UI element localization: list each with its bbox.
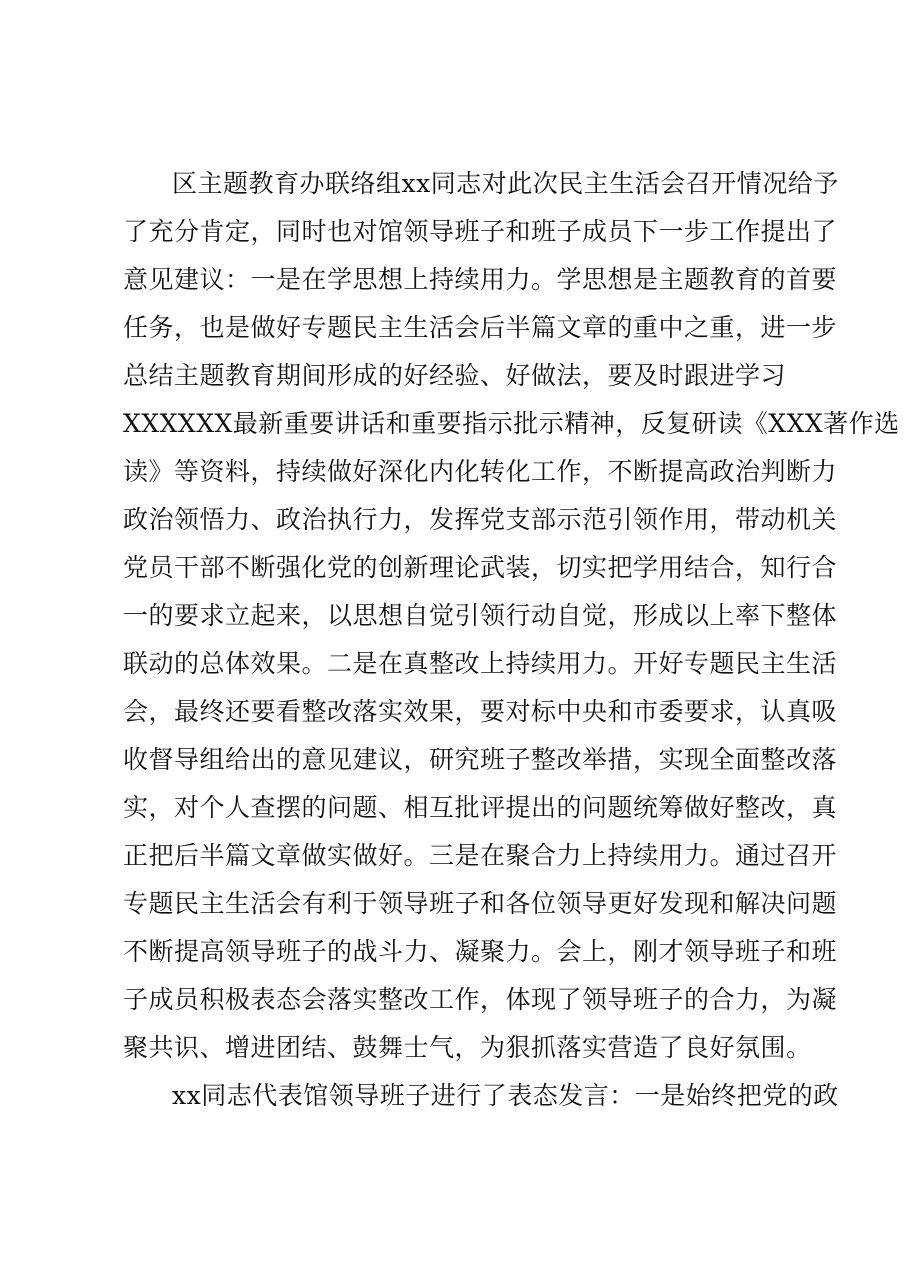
paragraph-1-line-12: 会，最终还要看整改落实效果，要对标中央和市委要求，认真吸 [123,697,838,726]
paragraph-1-line-9: 党员干部不断强化党的创新理论武装，切实把学用结合，知行合 [123,553,838,582]
paragraph-1-line-16: 专题民主生活会有利于领导班子和各位领导更好发现和解决问题 [123,889,838,918]
paragraph-1-line-1: 区主题教育办联络组xx同志对此次民主生活会召开情况给予 [172,169,839,198]
paragraph-1-line-5: 总结主题教育期间形成的好经验、好做法，要及时跟进学习 [123,361,787,390]
paragraph-1-line-4: 任务，也是做好专题民主生活会后半篇文章的重中之重，进一步 [123,313,838,342]
paragraph-1-line-15: 正把后半篇文章做实做好。三是在聚合力上持续用力。通过召开 [123,841,838,870]
paragraph-1-line-17: 不断提高领导班子的战斗力、凝聚力。会上，刚才领导班子和班 [123,937,838,966]
paragraph-1-line-7: 读》等资料，持续做好深化内化转化工作，不断提高政治判断力 [123,457,838,486]
paragraph-1-line-13: 收督导组给出的意见建议，研究班子整改举措，实现全面整改落 [123,745,838,774]
paragraph-1-line-18: 子成员积极表态会落实整改工作，体现了领导班子的合力，为凝 [123,985,838,1014]
paragraph-1-line-14: 实，对个人查摆的问题、相互批评提出的问题统筹做好整改，真 [123,793,838,822]
paragraph-1-line-8: 政治领悟力、政治执行力，发挥党支部示范引领作用，带动机关 [123,505,838,534]
paragraph-1-line-6: XXXXXX最新重要讲话和重要指示批示精神，反复研读《XXX著作选 [123,409,900,438]
paragraph-1-line-3: 意见建议：一是在学思想上持续用力。学思想是主题教育的首要 [123,265,838,294]
paragraph-2-line-1: xx同志代表馆领导班子进行了表态发言：一是始终把党的政 [172,1081,839,1110]
paragraph-1-line-10: 一的要求立起来，以思想自觉引领行动自觉，形成以上率下整体 [123,601,838,630]
paragraph-1-line-2: 了充分肯定，同时也对馆领导班子和班子成员下一步工作提出了 [123,217,838,246]
paragraph-1-line-11: 联动的总体效果。二是在真整改上持续用力。开好专题民主生活 [123,649,838,678]
paragraph-1-line-19: 聚共识、增进团结、鼓舞士气，为狠抓落实营造了良好氛围。 [123,1033,812,1062]
